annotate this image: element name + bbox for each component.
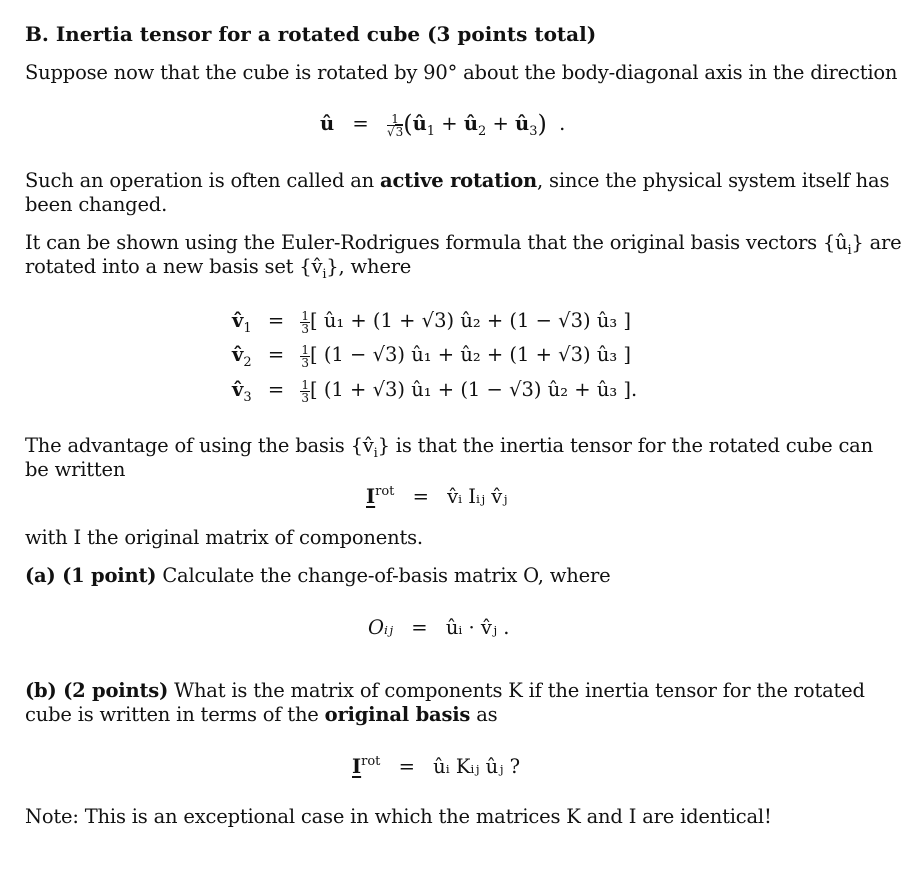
one-over-root3: $\frac{1}{√3}$ <box>386 112 404 139</box>
part-b: (b) (2 points) What is the matrix of components K if the inertia tensor for the rotated cube is written in terms of the original basis as <box>25 679 865 726</box>
close-paren: ) <box>537 110 547 138</box>
active-rotation-paragraph: Such an operation is often called an active rotation, since the physical system itself has been changed. <box>25 169 890 216</box>
note-line: Note: This is an exceptional case in which the matrices K and I are identical! <box>25 805 772 828</box>
v3-equation: $v̂_3$ = $\frac{1}{3}$ [ (1 + √3) û₁ + (1 − √3) û₂ + û₃ ]. <box>232 378 638 405</box>
irot-equation: $I^{rot}$ = v̂ᵢ Iᵢⱼ v̂ⱼ <box>366 484 508 508</box>
part-a: (a) (1 point) Calculate the change-of-basis matrix O, where <box>25 564 611 587</box>
plus-2: + <box>492 112 509 135</box>
k-equation: $I^{rot}$ = ûᵢ Kᵢⱼ ûⱼ ? <box>352 754 521 778</box>
v2-equation: $v̂_2$ = $\frac{1}{3}$ [ (1 − √3) û₁ + û₂ + (1 + √3) û₃ ] <box>232 343 632 370</box>
with-i-line: with I the original matrix of components. <box>25 526 423 549</box>
part-b-label: (b) (2 points) <box>25 679 169 702</box>
part-a-label: (a) (1 point) <box>25 564 157 587</box>
period: . <box>559 112 566 135</box>
equals-sign: = <box>352 112 369 135</box>
u-hat-lhs: û <box>320 112 335 135</box>
v1-equation: $v̂_1$ = $\frac{1}{3}$ [ û₁ + (1 + √3) û₂ + (1 − √3) û₃ ] <box>232 309 632 336</box>
advantage-paragraph: The advantage of using the basis $\{v̂_i\}$ is that the inertia tensor for the rotated cube can be written <box>25 434 873 481</box>
intro-paragraph: Suppose now that the cube is rotated by 90° about the body-diagonal axis in the direction <box>25 61 898 84</box>
active-rotation-term: active rotation <box>380 169 538 192</box>
axis-equation: û = $\frac{1}{√3}$ ($û_1$ + $û_2$ + $û_3$) . <box>320 110 566 139</box>
o-equation: Oᵢⱼ = ûᵢ · v̂ⱼ . <box>368 616 510 639</box>
plus-1: + <box>441 112 458 135</box>
section-heading: B. Inertia tensor for a rotated cube (3 points total) <box>25 22 597 46</box>
open-paren: ( <box>403 110 413 138</box>
euler-rodrigues-paragraph: It can be shown using the Euler-Rodrigues formula that the original basis vectors $\{û_i\}$ are rotated into a new basis set $\{v̂_i\}$, where <box>25 231 902 282</box>
